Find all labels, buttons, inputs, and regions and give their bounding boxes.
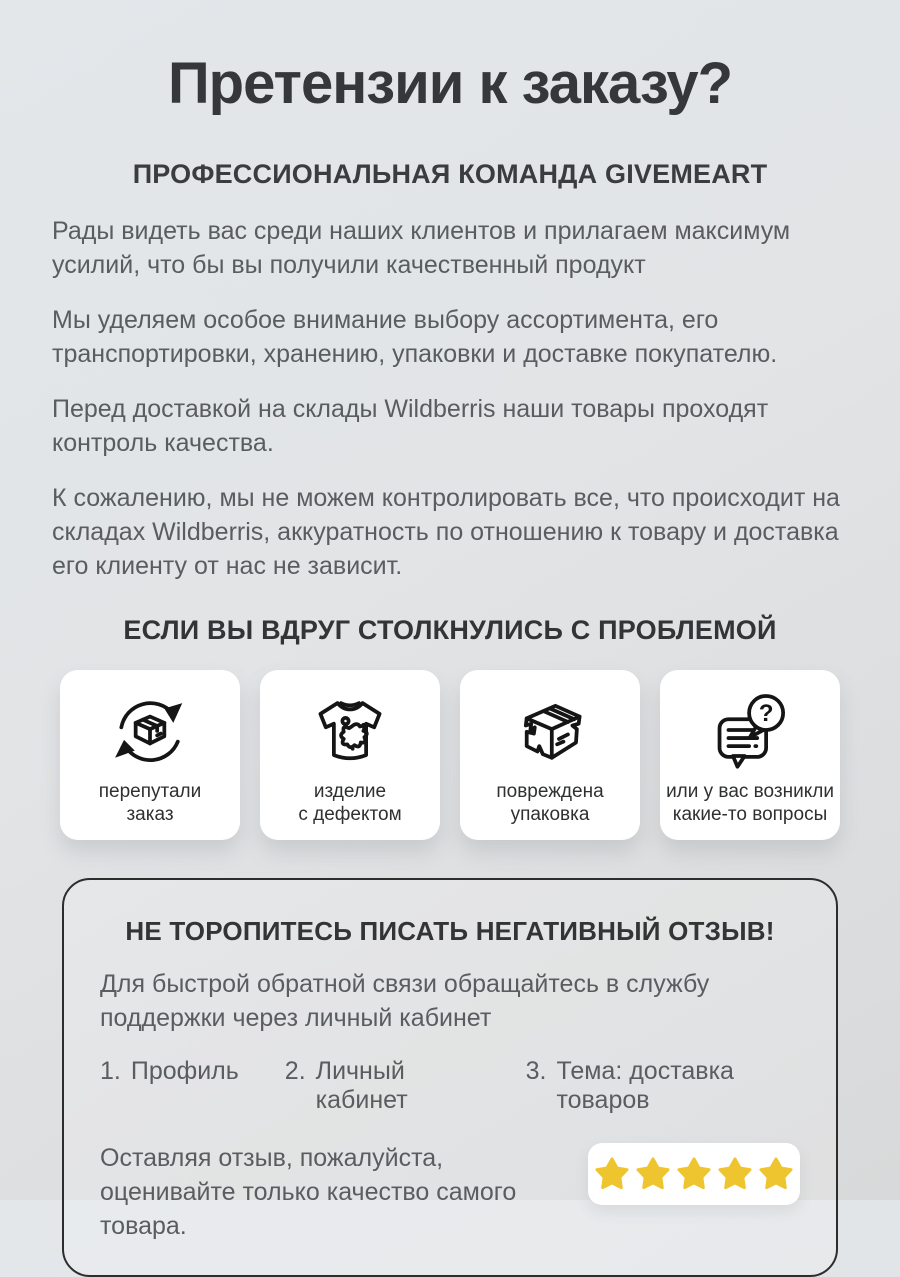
problem-card-defect [260, 670, 440, 840]
card-label: перепутали заказ [98, 781, 202, 825]
page-title: Претензии к заказу? [167, 51, 733, 116]
paragraph: К сожалению, мы не можем контролировать все, что происходит на складах Wildberris, аккуратность по отношению к товару и доставка его клиенту от нас не зависит. [52, 484, 840, 580]
tshirt-defect-icon [307, 682, 393, 778]
star-icon [594, 1156, 630, 1192]
box-swap-icon [107, 682, 193, 778]
notice-bottom-row [100, 1141, 800, 1243]
svg-text:?: ? [758, 700, 774, 728]
card-label: повреждена упаковка [496, 781, 604, 825]
review-note: Оставляя отзыв, пожалуйста, оценивайте только качество самого товара. [100, 1144, 517, 1240]
step-topic: 3. Тема: доставка товаров [525, 1057, 734, 1114]
step-profile: 1. Профиль [100, 1057, 239, 1085]
card-label: изделие с дефектом [298, 781, 402, 825]
star-icon [758, 1156, 794, 1192]
damaged-box-icon [507, 682, 593, 778]
star-icon [717, 1156, 753, 1192]
paragraph: Мы уделяем особое внимание выбору ассортимента, его транспортировки, хранению, упаковки и доставке покупателю. [52, 306, 778, 368]
intro-paragraphs [0, 214, 900, 583]
problem-card-questions [660, 670, 840, 840]
notice-heading: НЕ ТОРОПИТЕСЬ ПИСАТЬ НЕГАТИВНЫЙ ОТЗЫВ! [125, 916, 775, 946]
paragraph: Рады видеть вас среди наших клиентов и прилагаем максимум усилий, что бы вы получили качественный продукт [52, 217, 791, 279]
review-notice-box [62, 878, 838, 1277]
problems-heading: ЕСЛИ ВЫ ВДРУГ СТОЛКНУЛИСЬ С ПРОБЛЕМОЙ [123, 615, 777, 645]
star-icon [635, 1156, 671, 1192]
paragraph: Перед доставкой на склады Wildberris наши товары проходят контроль качества. [52, 395, 769, 457]
support-steps [100, 1057, 800, 1115]
problem-card-damaged-packaging [460, 670, 640, 840]
problem-cards-row [0, 670, 900, 840]
problem-card-wrong-order [60, 670, 240, 840]
star-icon [676, 1156, 712, 1192]
card-label: или у вас возникли какие-то вопросы [666, 781, 834, 825]
notice-text: Для быстрой обратной связи обращайтесь в службу поддержки через личный кабинет [100, 970, 710, 1032]
question-chat-icon [707, 682, 793, 778]
five-star-rating [588, 1143, 800, 1205]
team-subtitle: ПРОФЕССИОНАЛЬНАЯ КОМАНДА GIVEMEART [132, 159, 768, 189]
step-account: 2. Личный кабинет [284, 1057, 408, 1114]
